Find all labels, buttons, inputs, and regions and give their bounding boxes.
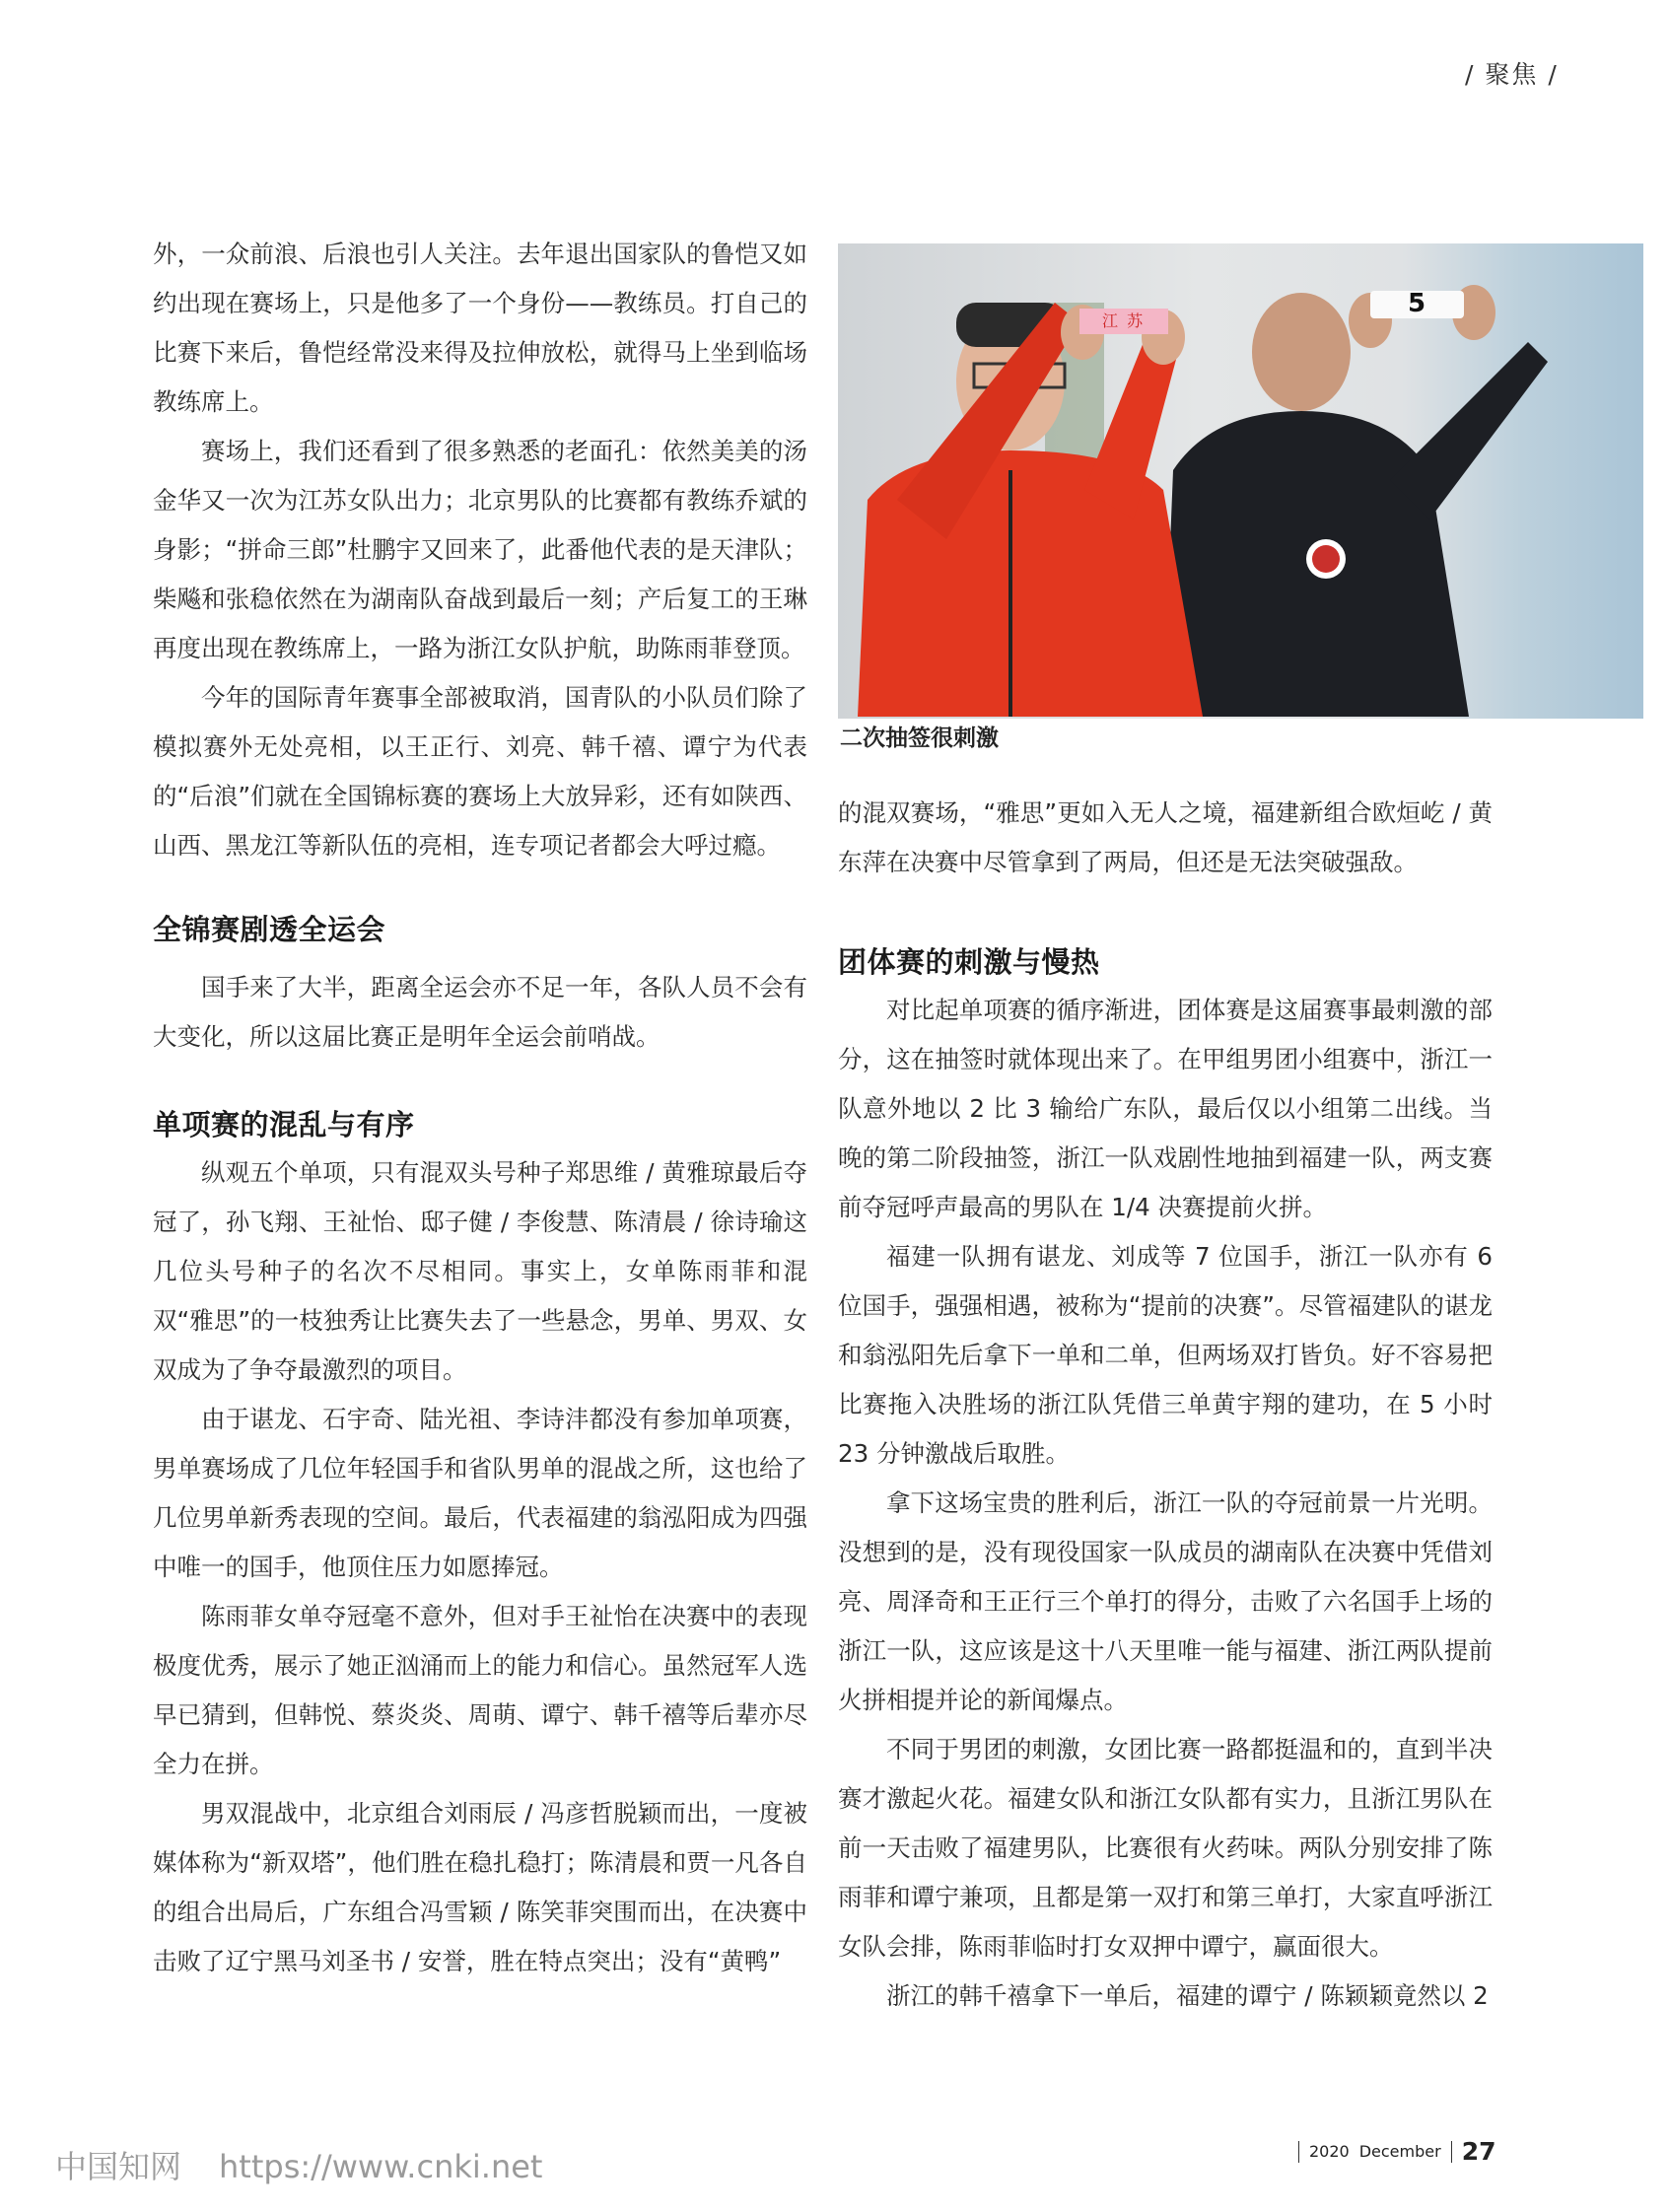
footer-month: December [1358, 2142, 1441, 2161]
paragraph: 对比起单项赛的循序渐进，团体赛是这届赛事最刺激的部分，这在抽签时就体现出来了。在甲组男团小组赛中，浙江一队意外地以 2 比 3 输给广东队，最后仅以小组第二出线。当晚的第二阶段抽签，浙江一队戏剧性地抽到福建一队，两支赛前夺冠呼声最高的男队在 1/4 决赛提前火拼。 [838, 996, 1493, 1221]
right-column [838, 789, 1493, 2021]
paragraph: 男双混战中，北京组合刘雨辰 / 冯彦哲脱颖而出，一度被媒体称为“新双塔”，他们胜在稳扎稳打；陈清晨和贾一凡各自的组合出局后，广东组合冯雪颖 / 陈笑菲突围而出，在决赛中击败了辽宁黑马刘圣书 / 安誉，胜在特点突出；没有“黄鸭” [153, 1799, 807, 1975]
paragraph: 陈雨菲女单夺冠毫不意外，但对手王祉怡在决赛中的表现极度优秀，展示了她正汹涌而上的能力和信心。虽然冠军人选早已猜到，但韩悦、蔡炎炎、周萌、谭宁、韩千禧等后辈亦尽全力在拼。 [153, 1602, 807, 1778]
watermark [55, 2147, 542, 2186]
article-photo [838, 243, 1643, 719]
section-heading: 团体赛的刺激与慢热 [838, 945, 1100, 979]
paragraph: 由于谌龙、石宇奇、陆光祖、李诗沣都没有参加单项赛，男单赛场成了几位年轻国手和省队男单的混战之所，这也给了几位男单新秀表现的空间。最后，代表福建的翁泓阳成为四强中唯一的国手，他顶住压力如愿捧冠。 [153, 1405, 807, 1581]
divider [1451, 2141, 1452, 2163]
divider [1298, 2141, 1299, 2163]
paragraph: 赛场上，我们还看到了很多熟悉的老面孔：依然美美的汤金华又一次为江苏女队出力；北京男队的比赛都有教练乔斌的身影；“拼命三郎”杜鹏宇又回来了，此番他代表的是天津队；柴飚和张稳依然在为湖南队奋战到最后一刻；产后复工的王琳再度出现在教练席上，一路为浙江女队护航，助陈雨菲登顶。 [153, 437, 807, 662]
paragraph: 今年的国际青年赛事全部被取消，国青队的小队员们除了模拟赛外无处亮相，以王正行、刘亮、韩千禧、谭宁为代表的“后浪”们就在全国锦标赛的赛场上大放异彩，还有如陕西、山西、黑龙江等新队伍的亮相，连专项记者都会大呼过瘾。 [153, 683, 807, 860]
footer-year: 2020 [1309, 2142, 1350, 2161]
page-footer [1298, 2137, 1495, 2166]
paragraph: 福建一队拥有谌龙、刘成等 7 位国手，浙江一队亦有 6 位国手，强强相遇，被称为“提前的决赛”。尽管福建队的谌龙和翁泓阳先后拿下一单和二单，但两场双打皆负。好不容易把比赛拖入决胜场的浙江队凭借三单黄宇翔的建功，在 5 小时 23 分钟激战后取胜。 [838, 1242, 1493, 1468]
watermark-name: 中国知网 [55, 2148, 182, 2185]
paragraph: 国手来了大半，距离全运会亦不足一年，各队人员不会有大变化，所以这届比赛正是明年全运会前哨战。 [153, 973, 807, 1051]
photo-illustration [838, 243, 1643, 719]
page-number: 27 [1461, 2137, 1496, 2166]
section-heading: 全锦赛剧透全运会 [153, 913, 386, 946]
draw-card-left: 江 苏 [1102, 311, 1146, 330]
paragraph: 不同于男团的刺激，女团比赛一路都挺温和的，直到半决赛才激起火花。福建女队和浙江女队都有实力，且浙江男队在前一天击败了福建男队，比赛很有火药味。两队分别安排了陈雨菲和谭宁兼项，且都是第一双打和第三单打，大家直呼浙江女队会排，陈雨菲临时打女双押中谭宁，赢面很大。 [838, 1735, 1493, 1961]
section-tag: / 聚焦 / [1465, 60, 1559, 89]
paragraph: 纵观五个单项，只有混双头号种子郑思维 / 黄雅琼最后夺冠了，孙飞翔、王祉怡、邸子健 / 李俊慧、陈清晨 / 徐诗瑜这几位头号种子的名次不尽相同。事实上，女单陈雨菲和混双“雅思”的一枝独秀让比赛失去了一些悬念，男单、男双、女双成为了争夺最激烈的项目。 [153, 1158, 807, 1384]
section-heading: 单项赛的混乱与有序 [153, 1108, 415, 1141]
paragraph: 浙江的韩千禧拿下一单后，福建的谭宁 / 陈颖颖竟然以 2 [886, 1981, 1489, 2010]
paragraph: 外，一众前浪、后浪也引人关注。去年退出国家队的鲁恺又如约出现在赛场上，只是他多了一个身份——教练员。打自己的比赛下来后，鲁恺经常没来得及拉伸放松，就得马上坐到临场教练席上。 [153, 240, 807, 416]
watermark-url: https://www.cnki.net [219, 2148, 543, 2185]
draw-card-right: 5 [1408, 289, 1426, 318]
paragraph: 拿下这场宝贵的胜利后，浙江一队的夺冠前景一片光明。没想到的是，没有现役国家一队成员的湖南队在决赛中凭借刘亮、周泽奇和王正行三个单打的得分，击败了六名国手上场的浙江一队，这应该是这十八天里唯一能与福建、浙江两队提前火拼相提并论的新闻爆点。 [838, 1488, 1493, 1714]
paragraph: 的混双赛场，“雅思”更如入无人之境，福建新组合欧烜屹 / 黄东萍在决赛中尽管拿到了两局，但还是无法突破强敌。 [838, 798, 1493, 876]
left-column [153, 230, 807, 1986]
photo-caption: 二次抽签很刺激 [840, 726, 999, 751]
